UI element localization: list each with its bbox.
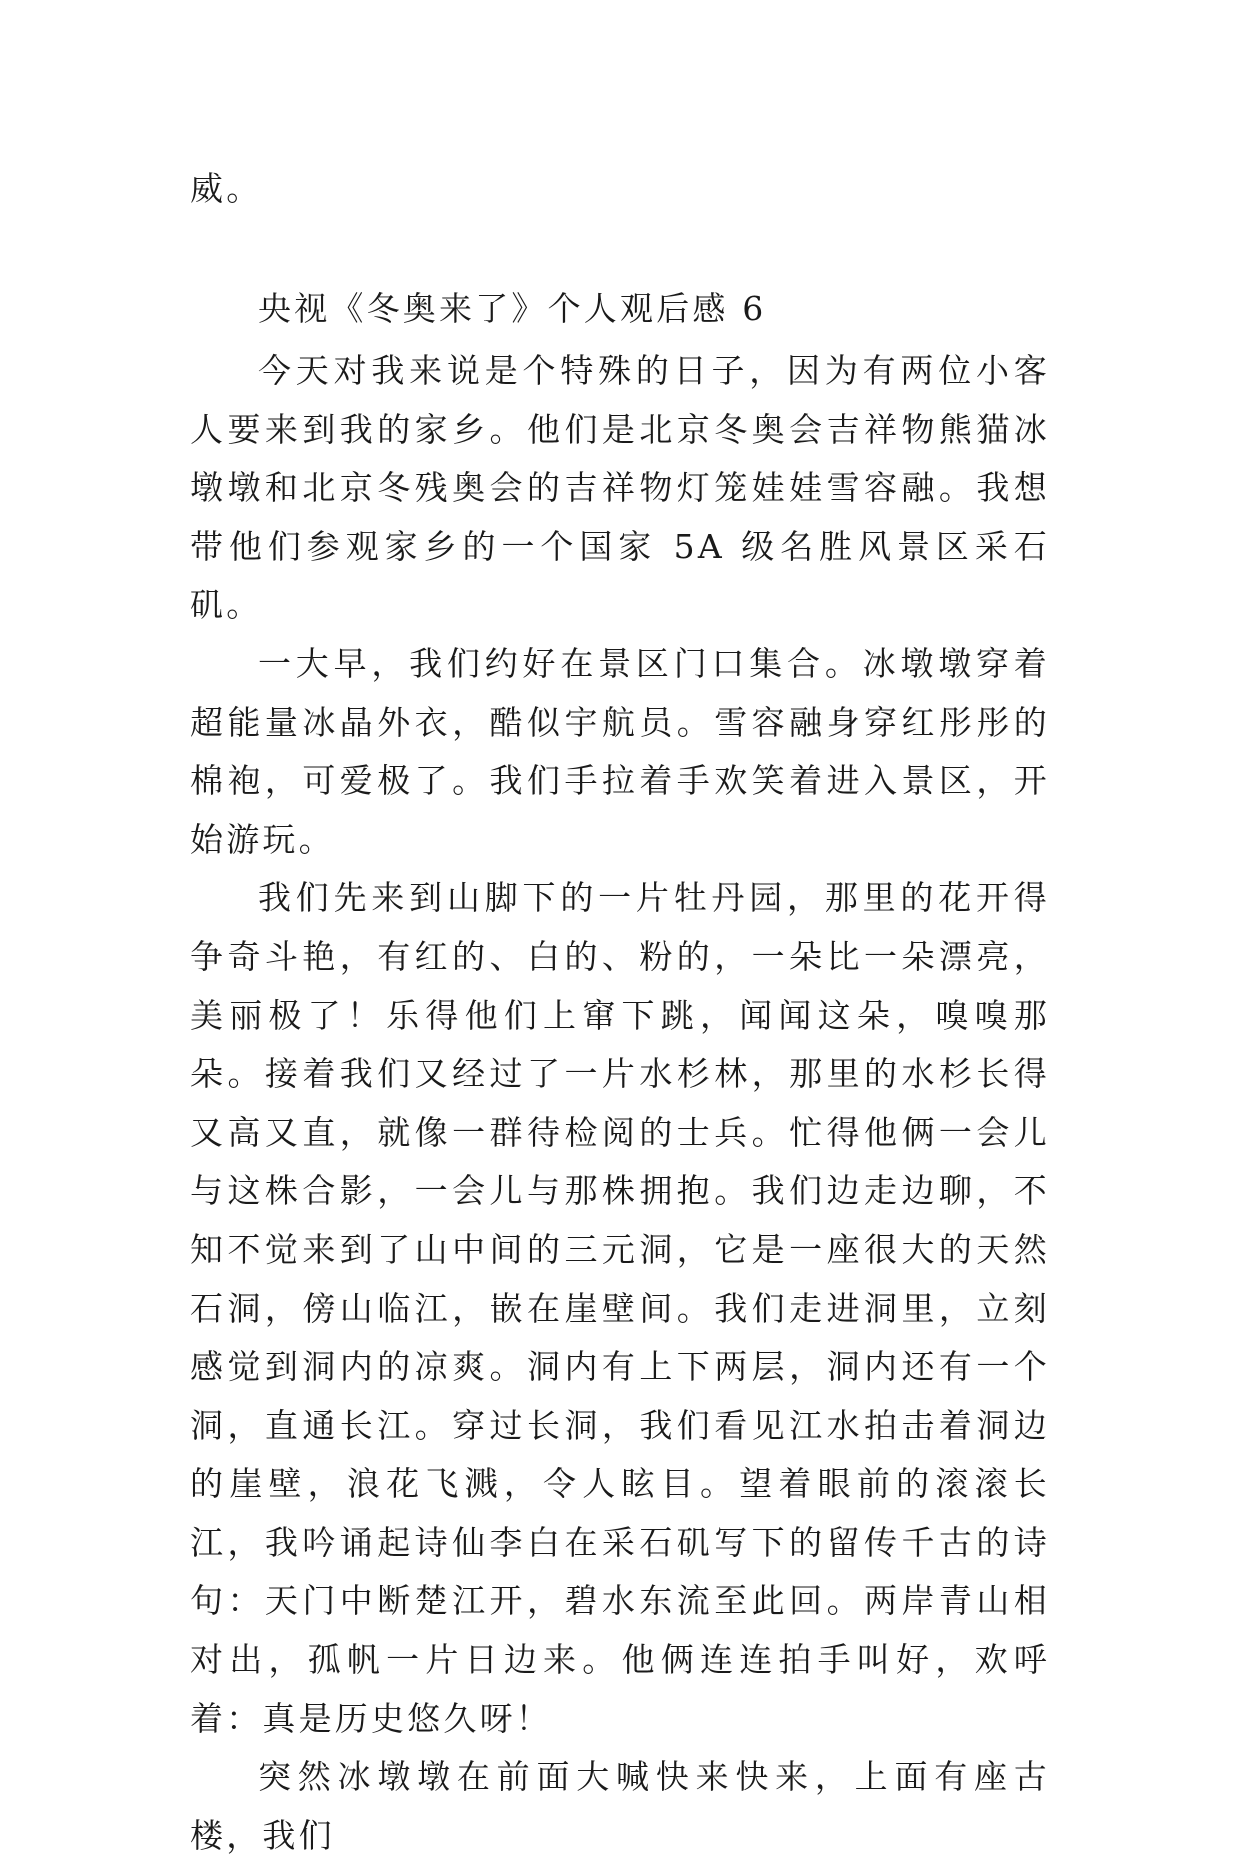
paragraph-3: 我们先来到山脚下的一片牡丹园，那里的花开得争奇斗艳，有红的、白的、粉的，一朵比一朵漂亮，美丽极了！乐得他们上窜下跳，闻闻这朵，嗅嗅那朵。接着我们又经过了一片水杉林，那里的水杉长得又高又直，就像一群待检阅的士兵。忙得他俩一会儿与这株合影，一会儿与那株拥抱。我们边走边聊，不知不觉来到了山中间的三元洞，它是一座很大的天然石洞，傍山临江，嵌在崖壁间。我们走进洞里，立刻感觉到洞内的凉爽。洞内有上下两层，洞内还有一个洞，直通长江。穿过长洞，我们看见江水拍击着洞边的崖壁，浪花飞溅，令人眩目。望着眼前的滚滚长江，我吟诵起诗仙李白在采石矶写下的留传千古的诗句：天门中断楚江开，碧水东流至此回。两岸青山相对出，孤帆一片日边来。他俩连连拍手叫好，欢呼着：真是历史悠久呀！	[190, 878, 1050, 1738]
essay-title: 央视《冬奥来了》个人观后感 6	[258, 289, 767, 328]
essay-body	[190, 342, 1050, 1865]
continued-text-fragment: 威。	[190, 169, 263, 208]
paragraph-2: 一大早，我们约好在景区门口集合。冰墩墩穿着超能量冰晶外衣，酷似宇航员。雪容融身穿红彤彤的棉袍，可爱极了。我们手拉着手欢笑着进入景区，开始游玩。	[190, 643, 1050, 859]
paragraph-1: 今天对我来说是个特殊的日子，因为有两位小客人要来到我的家乡。他们是北京冬奥会吉祥物熊猫冰墩墩和北京冬残奥会的吉祥物灯笼娃娃雪容融。我想带他们参观家乡的一个国家 5A 级名胜风景区采石矶。	[190, 351, 1050, 625]
paragraph-4: 突然冰墩墩在前面大喊快来快来，上面有座古楼，我们	[190, 1757, 1050, 1855]
